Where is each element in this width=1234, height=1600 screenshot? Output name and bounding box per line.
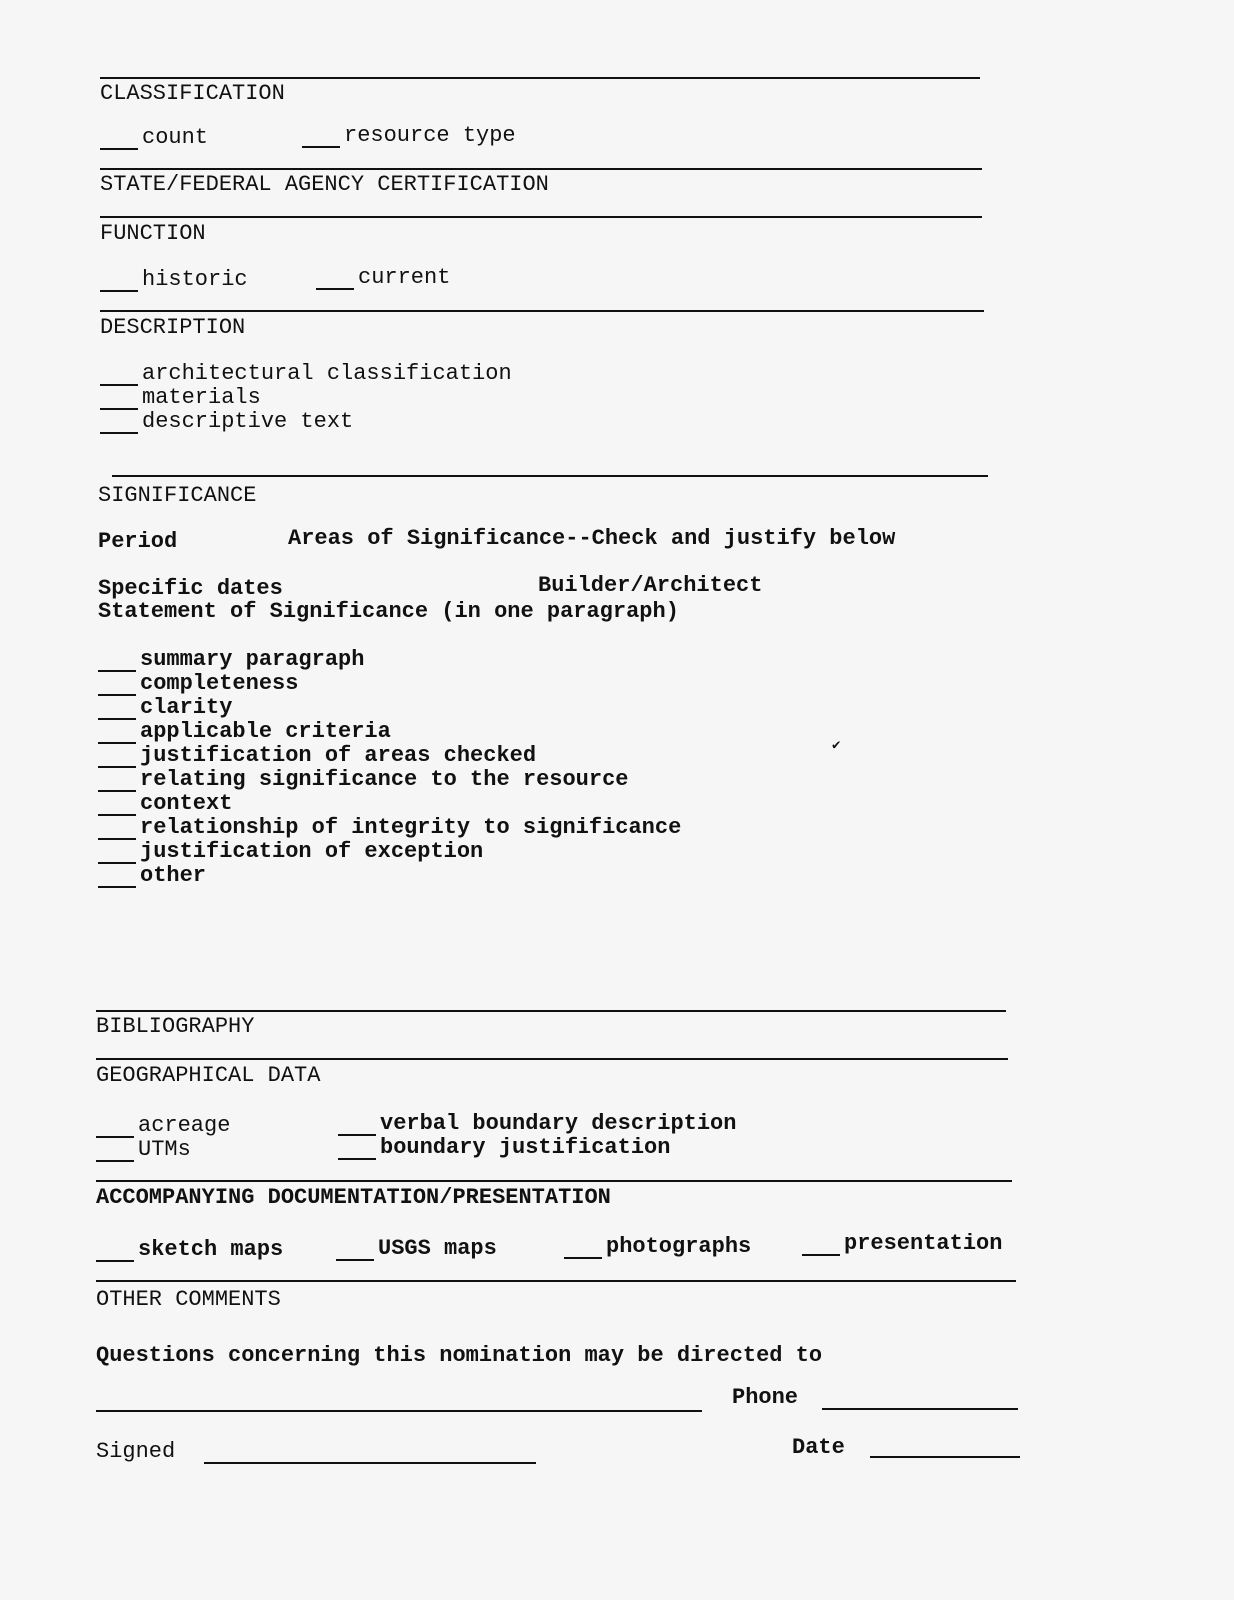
checkbox-label: USGS maps [378,1236,497,1261]
checkbox-label: summary paragraph [140,647,365,672]
checkbox-utms[interactable] [96,1138,230,1162]
phone-label: Phone [732,1385,799,1410]
checkbox-current[interactable] [316,266,450,290]
checkbox-applicable-criteria[interactable] [98,720,681,744]
checkbox-acreage[interactable] [96,1114,230,1138]
checkbox-completeness[interactable] [98,672,681,696]
checkbox-label: completeness [140,671,299,696]
checkbox-label: justification of exception [140,839,484,864]
builder-architect-label: Builder/Architect [538,573,763,598]
geographical-right-checklist [338,1112,736,1160]
divider [96,1058,1008,1060]
checkbox-label: relating significance to the resource [140,767,629,792]
checkbox-historic[interactable] [100,268,248,292]
divider [96,1180,1012,1182]
checkbox-label: acreage [138,1113,231,1138]
checkbox-label: count [142,125,209,150]
signed-label: Signed [96,1439,176,1464]
checkbox-label: presentation [844,1231,1003,1256]
bibliography-heading: BIBLIOGRAPHY [96,1014,255,1039]
checkbox-count[interactable] [100,126,208,150]
checkbox-label: UTMs [138,1137,191,1162]
checkbox-label: other [140,863,207,888]
checkbox-label: resource type [344,123,516,148]
checkbox-resource-type[interactable] [302,124,516,148]
geographical-data-heading: GEOGRAPHICAL DATA [96,1063,321,1088]
significance-heading: SIGNIFICANCE [98,483,257,508]
checkbox-label: sketch maps [138,1237,284,1262]
significance-checklist [98,648,681,888]
description-checklist [100,362,512,434]
checkbox-label: clarity [140,695,233,720]
checkbox-label: historic [142,267,248,292]
date-field[interactable] [870,1456,1020,1458]
documentation-heading: ACCOMPANYING DOCUMENTATION/PRESENTATION [96,1185,611,1210]
divider [100,310,984,312]
divider [112,475,988,477]
contact-name-field[interactable] [96,1410,702,1412]
check-mark-icon: ✔ [832,738,841,754]
checkbox-photographs[interactable] [564,1235,751,1259]
checkbox-clarity[interactable] [98,696,681,720]
divider [100,168,982,170]
checkbox-descriptive-text[interactable] [100,410,512,434]
divider [100,216,982,218]
specific-dates-label: Specific dates [98,576,283,601]
checkbox-label: boundary justification [380,1135,671,1160]
checkbox-summary-paragraph[interactable] [98,648,681,672]
checkbox-label: materials [142,385,261,410]
checkbox-materials[interactable] [100,386,512,410]
description-heading: DESCRIPTION [100,315,246,340]
checkbox-justification-of-exception[interactable] [98,840,681,864]
checkbox-presentation[interactable] [802,1232,1002,1256]
checkbox-context[interactable] [98,792,681,816]
checkbox-justification-of-areas-checked[interactable] [98,744,681,768]
checkbox-relating-significance[interactable] [98,768,681,792]
divider [100,77,980,79]
checkbox-label: architectural classification [142,361,512,386]
function-heading: FUNCTION [100,221,206,246]
classification-heading: CLASSIFICATION [100,81,285,106]
checkbox-sketch-maps[interactable] [96,1238,283,1262]
period-label: Period [98,529,178,554]
checkbox-relationship-of-integrity[interactable] [98,816,681,840]
statement-of-significance-label: Statement of Significance (in one paragraph) [98,599,679,624]
checkbox-other[interactable] [98,864,681,888]
checkbox-architectural-classification[interactable] [100,362,512,386]
certification-heading: STATE/FEDERAL AGENCY CERTIFICATION [100,172,549,197]
questions-text: Questions concerning this nomination may be directed to [96,1343,823,1368]
checkbox-label: descriptive text [142,409,354,434]
checkbox-label: verbal boundary description [380,1111,737,1136]
phone-field[interactable] [822,1408,1018,1410]
checkbox-label: context [140,791,233,816]
geographical-left-checklist [96,1114,230,1162]
signature-field[interactable] [204,1462,536,1464]
checkbox-label: applicable criteria [140,719,391,744]
checkbox-boundary-justification[interactable] [338,1136,736,1160]
divider [96,1010,1006,1012]
divider [96,1280,1016,1282]
checkbox-label: relationship of integrity to significance [140,815,682,840]
checkbox-label: current [358,265,451,290]
areas-of-significance-label: Areas of Significance--Check and justify below [288,526,896,551]
other-comments-heading: OTHER COMMENTS [96,1287,281,1312]
date-label: Date [792,1435,845,1460]
checkbox-usgs-maps[interactable] [336,1237,497,1261]
checkbox-verbal-boundary-description[interactable] [338,1112,736,1136]
checkbox-label: photographs [606,1234,752,1259]
checkbox-label: justification of areas checked [140,743,537,768]
